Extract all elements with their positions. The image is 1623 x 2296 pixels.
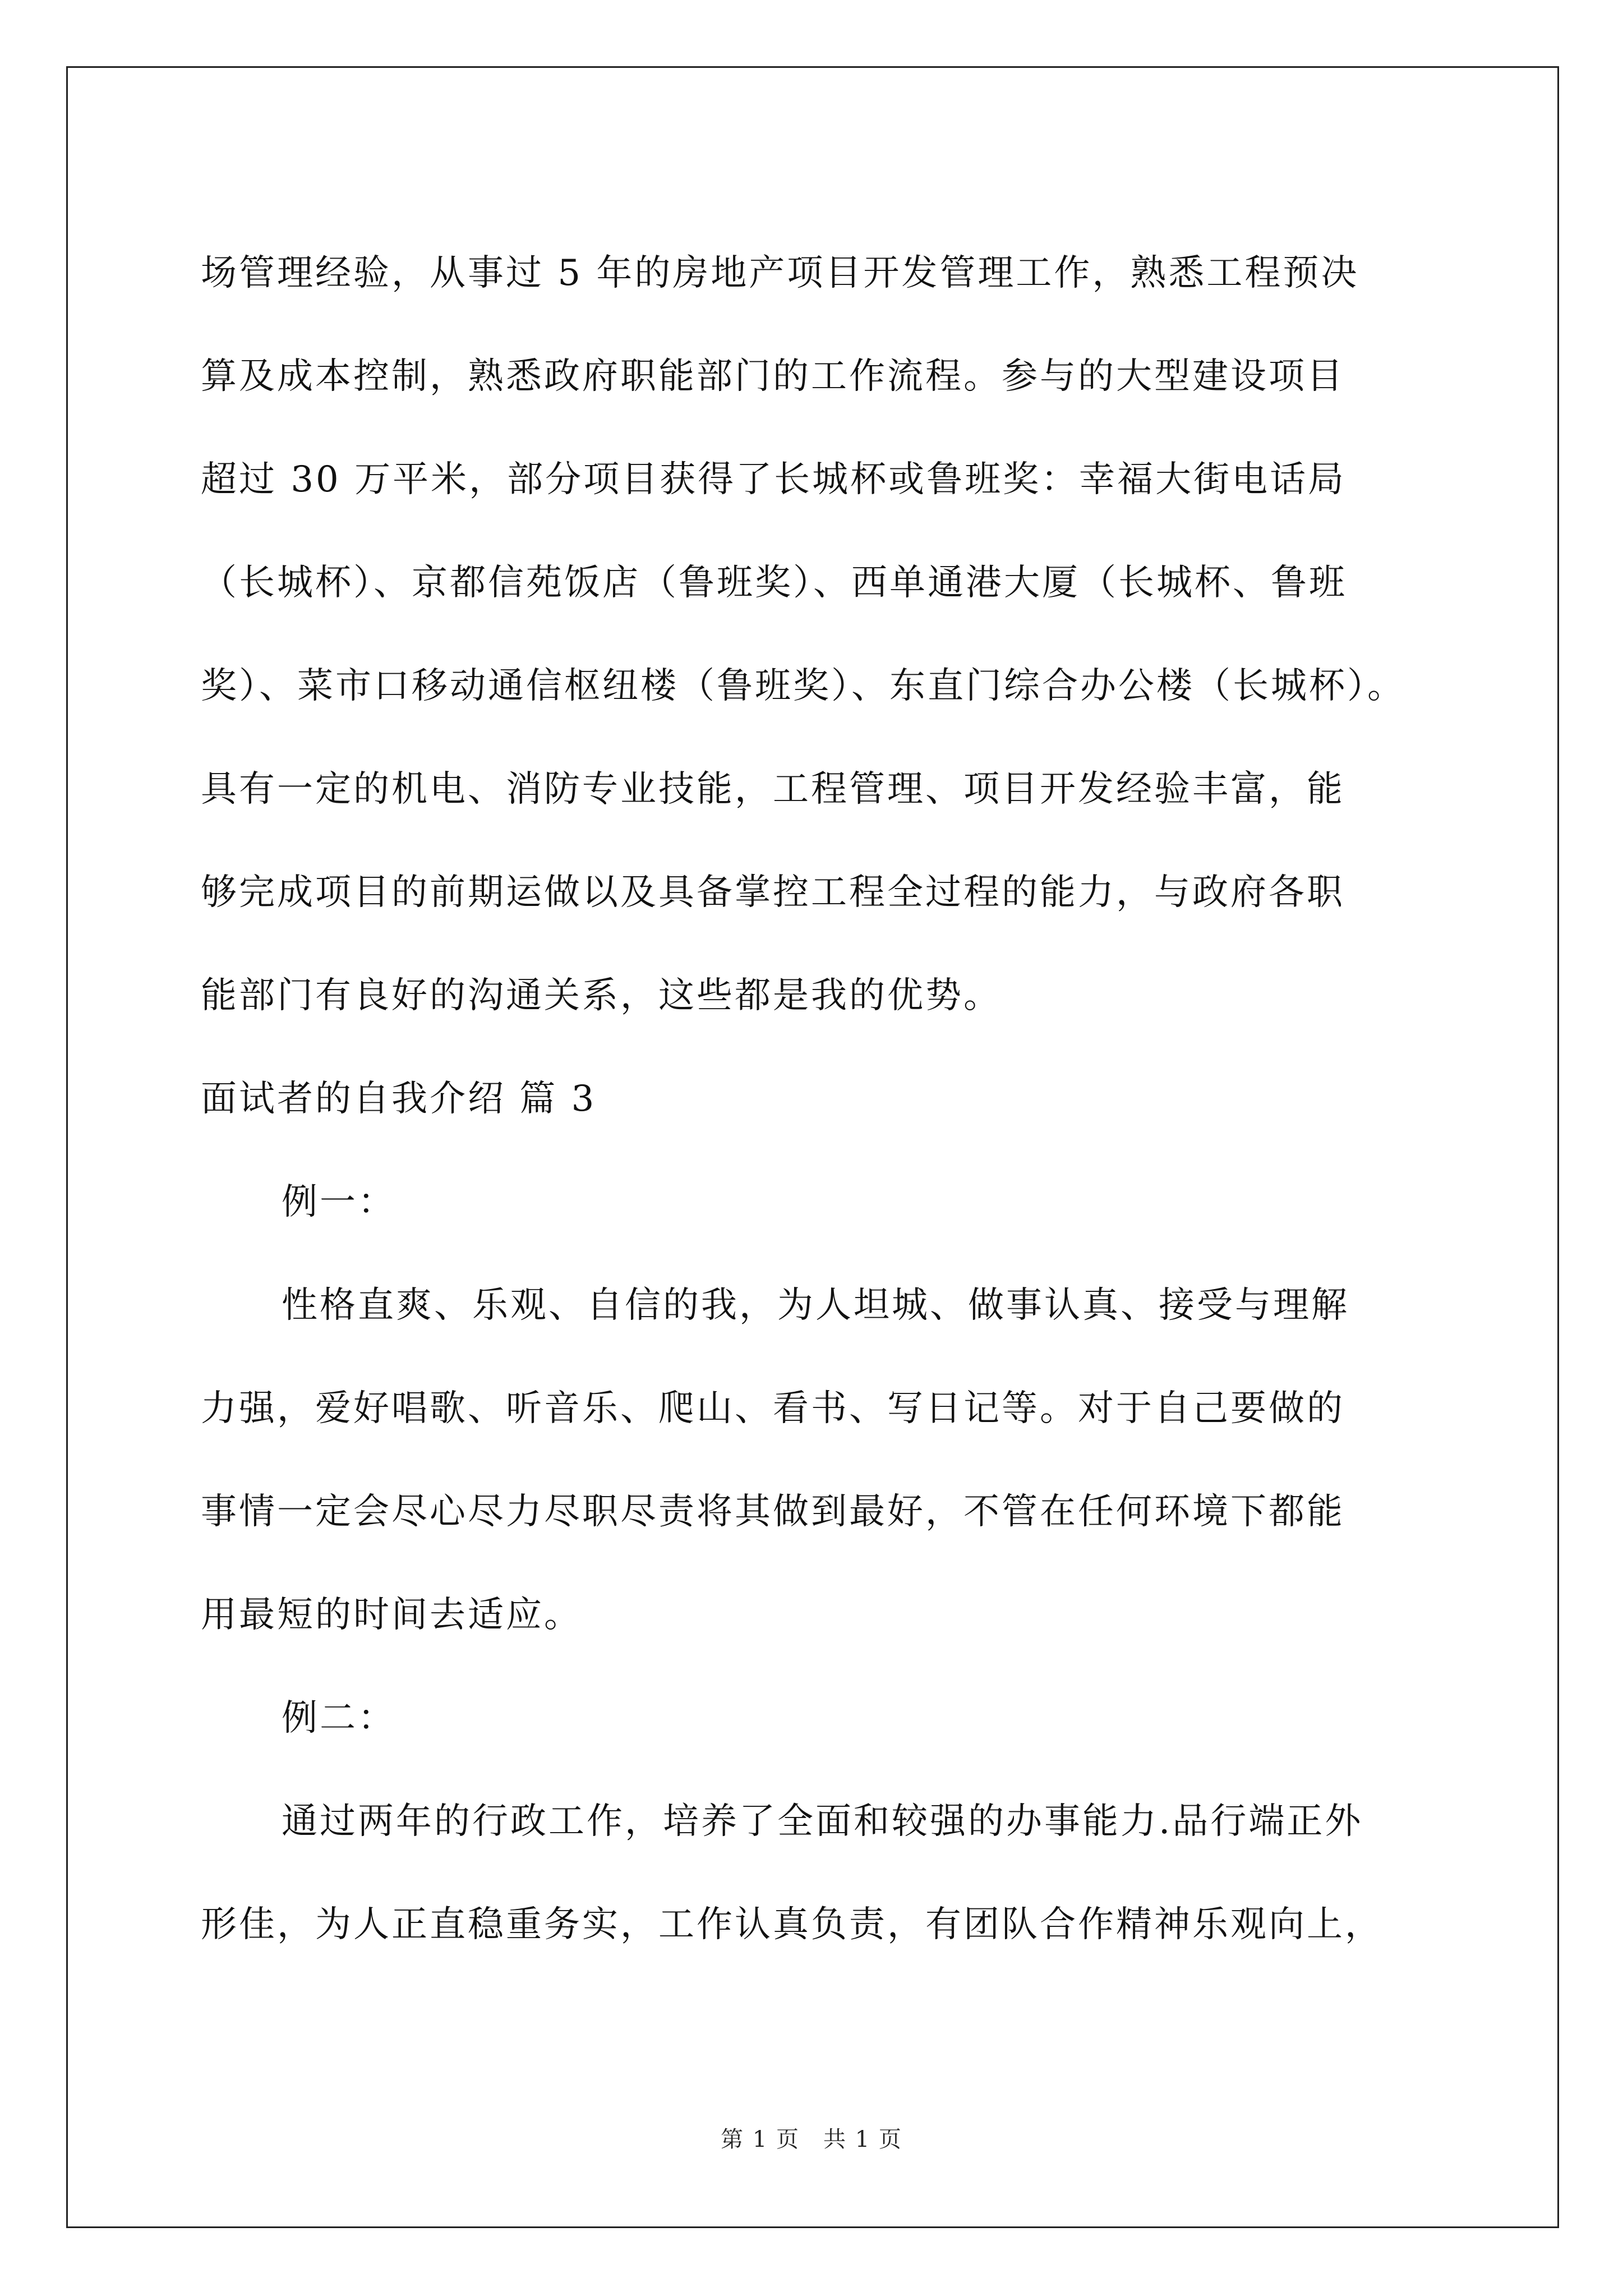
paragraph-1-line-7: 够完成项目的前期运做以及具备掌控工程全过程的能力，与政府各职 xyxy=(201,872,1345,913)
example-2-line-2: 形佳，为人正直稳重务实，工作认真负责，有团队合作精神乐观向上， xyxy=(201,1904,1383,1945)
example-2-line-1: 通过两年的行政工作，培养了全面和较强的办事能力.品行端正外 xyxy=(282,1801,1363,1842)
example-1-line-1: 性格直爽、乐观、自信的我，为人坦城、做事认真、接受与理解 xyxy=(282,1285,1349,1326)
example-1-line-4: 用最短的时间去适应。 xyxy=(201,1594,582,1636)
paragraph-1-line-4: （长城杯）、京都信苑饭店（鲁班奖）、西单通港大厦（长城杯、鲁班 xyxy=(201,562,1347,604)
paragraph-1-line-2: 算及成本控制，熟悉政府职能部门的工作流程。参与的大型建设项目 xyxy=(201,356,1345,397)
paragraph-1-line-6: 具有一定的机电、消防专业技能，工程管理、项目开发经验丰富，能 xyxy=(201,769,1345,810)
paragraph-1-line-5: 奖）、菜市口移动通信枢纽楼（鲁班奖）、东直门综合办公楼（长城杯）。 xyxy=(201,665,1405,707)
paragraph-1-line-1: 场管理经验，从事过 5 年的房地产项目开发管理工作，熟悉工程预决 xyxy=(201,252,1359,294)
paragraph-1-line-3: 超过 30 万平米，部分项目获得了长城杯或鲁班奖：幸福大街电话局 xyxy=(201,459,1347,500)
example-1-line-3: 事情一定会尽心尽力尽职尽责将其做到最好，不管在任何环境下都能 xyxy=(201,1491,1345,1533)
example-1-label: 例一： xyxy=(282,1181,396,1223)
paragraph-1-line-8: 能部门有良好的沟通关系，这些都是我的优势。 xyxy=(201,975,1002,1016)
example-1-line-2: 力强，爱好唱歌、听音乐、爬山、看书、写日记等。对于自己要做的 xyxy=(201,1388,1345,1429)
section-heading: 面试者的自我介绍 篇 3 xyxy=(201,1078,597,1120)
example-2-label: 例二： xyxy=(282,1697,396,1739)
document-body xyxy=(201,222,1451,1976)
page-footer: 第 1 页 共 1 页 xyxy=(721,2127,902,2152)
